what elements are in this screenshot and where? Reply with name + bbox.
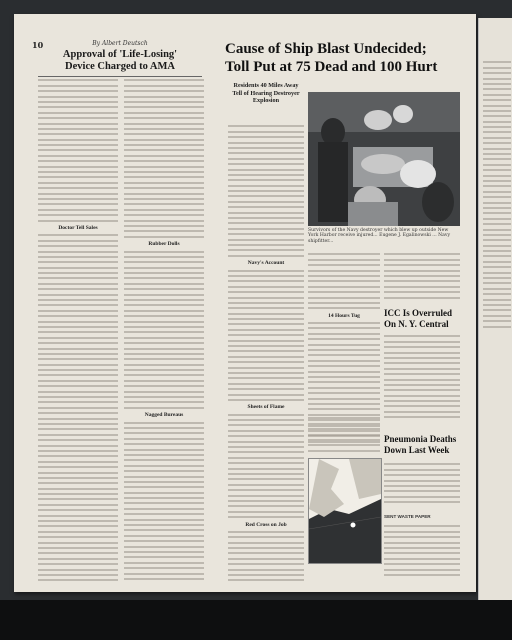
- pneumonia-column: [384, 460, 460, 510]
- bottom-right-column: [384, 522, 460, 582]
- left-subhead-1: Doctor Tell Sales: [58, 224, 98, 231]
- table-surface: [0, 600, 512, 640]
- main-headline: [225, 40, 462, 76]
- right-subhead: 14 Hours Tug: [328, 312, 360, 319]
- newspaper-page: [14, 14, 476, 592]
- left-column-1: [38, 76, 118, 582]
- main-headline-line-1: Cause of Ship Blast Undecided;: [225, 41, 427, 57]
- left-column-2: [124, 76, 204, 582]
- icc-headline-line-1: ICC Is Overruled: [384, 308, 452, 318]
- left-article: [38, 40, 202, 80]
- main-headline-line-2: Toll Put at 75 Dead and 100 Hurt: [225, 59, 438, 75]
- news-photo-image: [308, 92, 460, 226]
- deck-headline: Residents 40 Miles Away Tell of Hearing Destroyer Explosion: [232, 82, 300, 104]
- right-column-3: [308, 414, 380, 454]
- photo-caption: Survivors of the Navy destroyer which blew up outside New York Harbor receive injured... Eugene J. Egalinowski ... Navy shipfitter...: [308, 228, 451, 244]
- right-column-2: [384, 250, 460, 306]
- left-headline-line-1: Approval of 'Life-Losing': [62, 49, 178, 60]
- pneumonia-headline: [384, 434, 464, 456]
- page-number: 10: [32, 40, 44, 50]
- left-headline-line-2: Device Charged to AMA: [65, 61, 175, 72]
- harbor-map-image: [309, 459, 381, 563]
- adjacent-page-edge: [478, 18, 512, 600]
- adjacent-page-text: [483, 58, 511, 578]
- byline: By Albert Deutsch: [92, 40, 148, 47]
- mid-subhead-3: Red Cross on Job: [245, 521, 287, 528]
- left-subhead-2: Rubber Dolls: [148, 241, 180, 248]
- seal-ad: SENT WASTE PAPER: [384, 514, 431, 519]
- news-photo: [308, 92, 460, 226]
- icc-column: [384, 332, 460, 432]
- pneumonia-headline-line-1: Pneumonia Deaths: [384, 434, 457, 444]
- middle-column: [228, 122, 304, 582]
- mid-subhead-2: Sheets of Flame: [247, 404, 285, 411]
- mid-subhead-1: Navy's Account: [247, 260, 285, 267]
- icc-headline: [384, 308, 464, 330]
- map-inset: [308, 458, 382, 564]
- left-subhead-3: Nagged Bureaus: [144, 412, 184, 419]
- pneumonia-headline-line-2: Down Last Week: [384, 445, 450, 455]
- icc-headline-line-2: On N. Y. Central: [384, 319, 449, 329]
